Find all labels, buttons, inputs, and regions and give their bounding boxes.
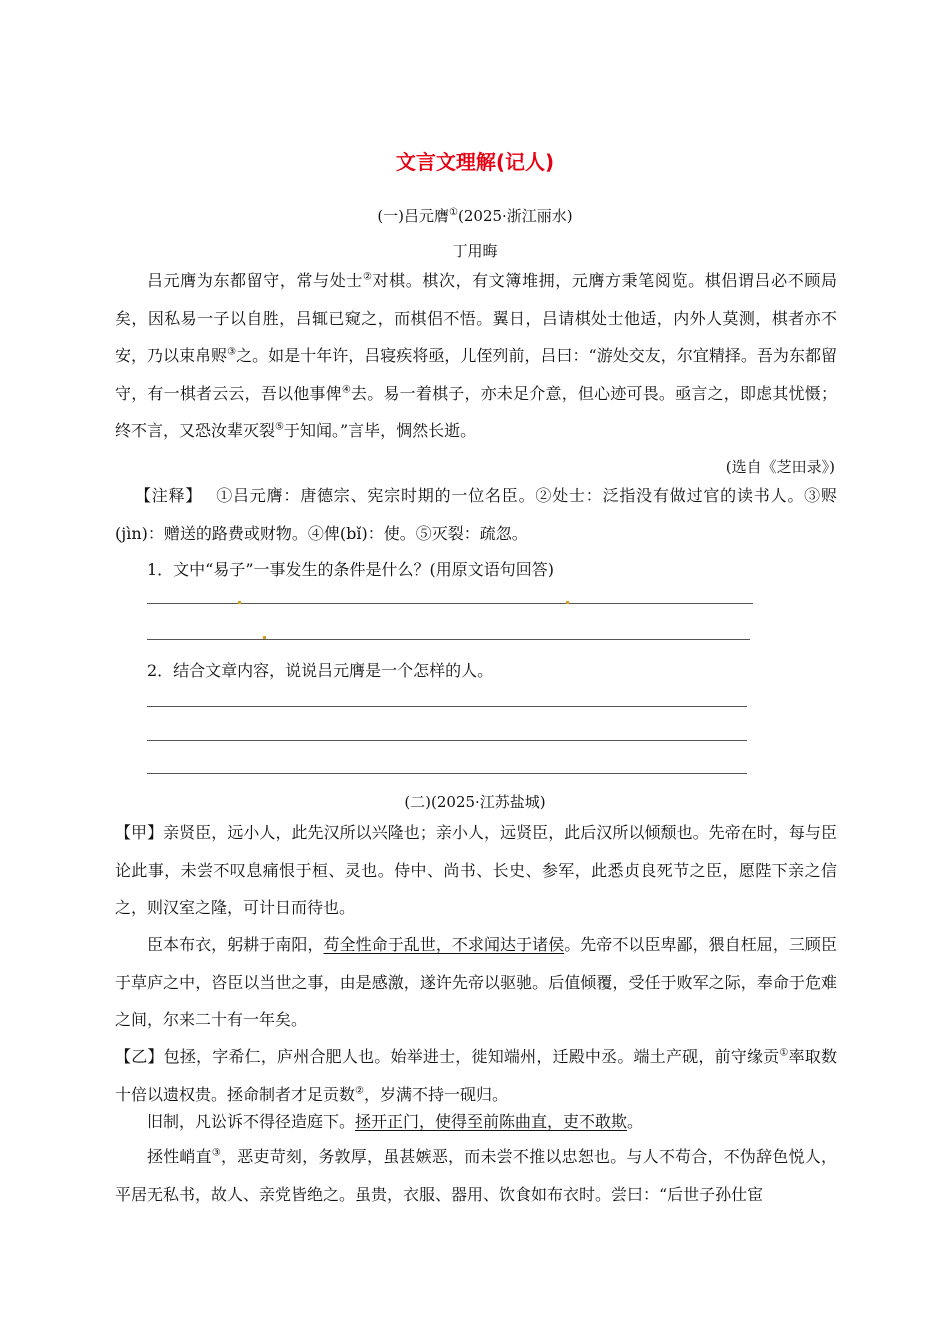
section-1-heading-suffix: (2025·浙江丽水) bbox=[458, 207, 573, 225]
footnote-ref: ④ bbox=[341, 384, 352, 396]
passage-yi-paragraph-1 bbox=[115, 1038, 837, 1113]
answer-line[interactable] bbox=[147, 639, 750, 640]
mark-dot bbox=[263, 636, 266, 639]
section-1-heading bbox=[0, 205, 950, 226]
underlined-sentence: 拯开正门，使得至前陈曲直，吏不敢欺 bbox=[355, 1112, 628, 1131]
answer-line[interactable] bbox=[147, 740, 747, 741]
footnote-ref: ② bbox=[362, 271, 373, 283]
footnote-ref: ① bbox=[449, 207, 459, 218]
source-citation: (选自《芝田录》) bbox=[725, 458, 835, 476]
passage-text: 去。易一着棋子，亦未足介意，但心迹可畏。亟言之，即虑其忧慑；终不言，又恐汝辈灭裂 bbox=[115, 383, 837, 440]
passage-text: 率取数十倍以遗权贵。拯命制者才足贡数 bbox=[115, 1047, 837, 1104]
footnote-ref: ③ bbox=[211, 1147, 222, 1159]
notes-text: ①吕元膺：唐德宗、宪宗时期的一位名臣。②处士：泛指没有做过官的读书人。③赆(jìn)：赠送的路费或财物。④俾(bǐ)：使。⑤灭裂：疏忽。 bbox=[115, 486, 837, 543]
passage-text: 于知闻。”言毕，惆然长逝。 bbox=[283, 421, 477, 440]
passage-text: 拯性峭直 bbox=[147, 1147, 212, 1166]
answer-line[interactable] bbox=[147, 706, 747, 707]
question-2: 2．结合文章内容，说说吕元膺是一个怎样的人。 bbox=[147, 661, 494, 680]
passage-jia-paragraph-2 bbox=[115, 926, 837, 1039]
passage-text: 旧制，凡讼诉不得径造庭下。 bbox=[147, 1112, 356, 1131]
passage-1-paragraph bbox=[115, 262, 837, 450]
passage-text: 。 bbox=[627, 1112, 644, 1131]
passage-label: 【乙】 bbox=[115, 1047, 164, 1066]
footnote-ref: ⑤ bbox=[275, 421, 284, 433]
notes bbox=[115, 477, 837, 552]
passage-text: 臣本布衣，躬耕于南阳， bbox=[147, 935, 324, 954]
passage-jia-paragraph-1 bbox=[115, 814, 837, 927]
passage-text: 吕元膺为东都留守，常与处士 bbox=[147, 271, 363, 290]
passage-text: 亲贤臣，远小人，此先汉所以兴隆也；亲小人，远贤臣，此后汉所以倾颓也。先帝在时，每与臣论此事，未尝不叹息痛恨于桓、灵也。侍中、尚书、长史、参军，此悉贞良死节之臣，愿陛下亲之信之，则汉室之隆，可计日而待也。 bbox=[115, 823, 837, 917]
mark-dot bbox=[238, 601, 241, 604]
passage-text: 包拯，字希仁，庐州合肥人也。始举进士，徙知端州，迁殿中丞。端土产砚，前守缘贡 bbox=[163, 1047, 780, 1066]
author: 丁用晦 bbox=[452, 242, 498, 260]
passage-text: 对棋。棋次，有文簿堆拥，元膺方秉笔阅览。棋侣谓吕必不顾局矣，因私易一子以自胜，吕辄已窥之，而棋侣不悟。翼日，吕请棋处士他适，内外人莫测，棋者亦不安，乃以束帛赆 bbox=[115, 271, 837, 365]
mark-dot bbox=[566, 601, 569, 604]
passage-yi-paragraph-2 bbox=[115, 1103, 837, 1141]
passage-text: ，恶吏苛刻，务敦厚，虽甚嫉恶，而未尝不推以忠恕也。与人不苟合，不伪辞色悦人，平居无私书，故人、亲党皆绝之。虽贵，衣服、器用、饮食如布衣时。尝曰：“后世子孙仕宦 bbox=[115, 1147, 837, 1204]
passage-text: ，岁满不持一砚归。 bbox=[363, 1084, 508, 1104]
section-1-heading-prefix: (一)吕元膺 bbox=[377, 207, 450, 225]
page-title: 文言文理解(记人) bbox=[395, 150, 555, 174]
notes-label: 【注释】 bbox=[135, 486, 203, 505]
answer-line[interactable] bbox=[147, 773, 747, 774]
footnote-ref: ① bbox=[779, 1047, 789, 1059]
section-2-heading: (二)(2025·江苏盐城) bbox=[404, 793, 546, 811]
passage-yi-paragraph-3 bbox=[115, 1138, 837, 1213]
question-1: 1．文中“易子”一事发生的条件是什么？(用原文语句回答) bbox=[147, 560, 555, 579]
footnote-ref: ③ bbox=[227, 346, 237, 358]
footnote-ref: ② bbox=[355, 1085, 364, 1097]
passage-text: 。先帝不以臣卑鄙，猥自枉屈，三顾臣于草庐之中，咨臣以当世之事，由是感激，遂许先帝以驱驰。后值倾覆，受任于败军之际，奉命于危难之间，尔来二十有一年矣。 bbox=[115, 935, 837, 1029]
underlined-sentence: 苟全性命于乱世，不求闻达于诸侯 bbox=[323, 935, 565, 954]
passage-text: 之。如是十年许，吕寝疾将亟，儿侄列前，吕曰：“游处交友，尔宜精择。吾为东都留守，有一棋者云云，吾以他事俾 bbox=[115, 346, 837, 403]
passage-label: 【甲】 bbox=[115, 823, 164, 842]
